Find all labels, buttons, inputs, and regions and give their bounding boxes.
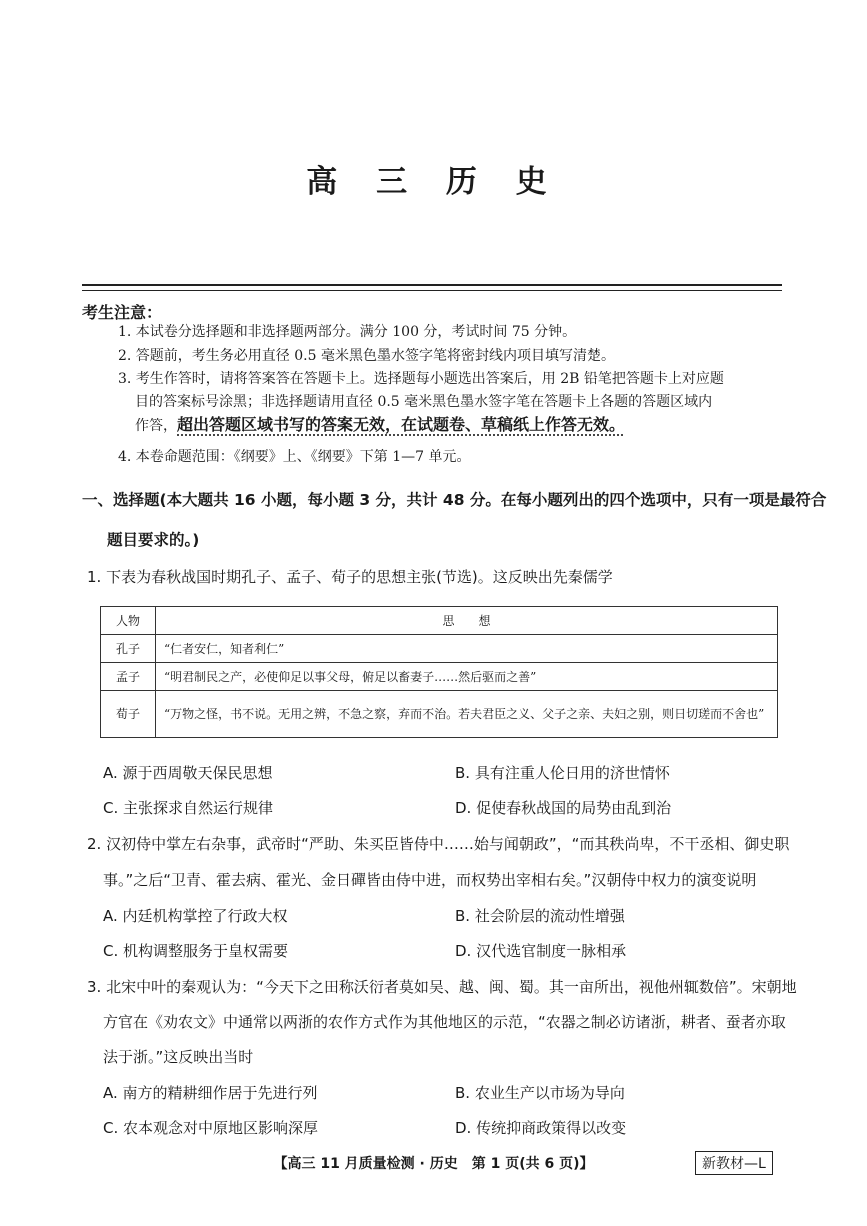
q1-option-b: B. 具有注重人伦日用的济世情怀 — [455, 764, 670, 782]
q1-table — [100, 606, 778, 738]
notice-item-1: 1. 本试卷分选择题和非选择题两部分。满分 100 分，考试时间 75 分钟。 — [118, 324, 577, 340]
page-footer: 【高三 11 月质量检测 · 历史 第 1 页(共 6 页)】 — [273, 1156, 594, 1172]
q1-option-d: D. 促使春秋战国的局势由乱到治 — [455, 799, 672, 817]
q3-option-b: B. 农业生产以市场为导向 — [455, 1084, 625, 1102]
q3-stem-line1: 3. 北宋中叶的秦观认为：“今天下之田称沃衍者莫如吴、越、闽、蜀。其一亩所出，视他州辄数倍”。宋朝地 — [87, 978, 797, 996]
table-cell-name: 孟子 — [101, 663, 156, 691]
q3-option-c: C. 农本观念对中原地区影响深厚 — [103, 1119, 319, 1137]
q1-option-a: A. 源于西周敬天保民思想 — [103, 764, 273, 782]
notice-item-3-end — [135, 412, 625, 435]
q2-option-d: D. 汉代选官制度一脉相承 — [455, 942, 627, 960]
q3-option-d: D. 传统抑商政策得以改变 — [455, 1119, 627, 1137]
q1-option-c: C. 主张探求自然运行规律 — [103, 799, 274, 817]
q2-stem-line1: 2. 汉初侍中掌左右杂事，武帝时“严助、朱买臣皆侍中……始与闻朝政”，“而其秩尚卑，不干丞相、御史职 — [87, 835, 790, 853]
edition-badge: 新教材—L — [695, 1151, 773, 1175]
table-cell-text: “万物之怪，书不说。无用之辨，不急之察，弃而不治。若夫君臣之义、父子之亲、夫妇之别，则日切瑳而不舍也” — [156, 691, 778, 738]
notice-item-4: 4. 本卷命题范围：《纲要》上、《纲要》下第 1—7 单元。 — [118, 449, 471, 465]
q1-stem: 1. 下表为春秋战国时期孔子、孟子、荀子的思想主张(节选)。这反映出先秦儒学 — [87, 568, 613, 586]
table-row — [101, 663, 778, 691]
q3-option-a: A. 南方的精耕细作居于先进行列 — [103, 1084, 318, 1102]
table-cell-text: “仁者安仁，知者利仁” — [156, 635, 778, 663]
notice-heading: 考生注意： — [82, 303, 163, 322]
q3-stem-line3: 法于浙。”这反映出当时 — [103, 1048, 254, 1066]
q2-stem-line2: 事。”之后“卫青、霍去病、霍光、金日磾皆由侍中进，而权势出宰相右矣。”汉朝侍中权力的演变说明 — [103, 871, 757, 889]
table-header-thought: 思 想 — [156, 607, 778, 635]
table-header-person: 人物 — [101, 607, 156, 635]
table-cell-name: 孔子 — [101, 635, 156, 663]
q3-stem-line2: 方官在《劝农文》中通常以两浙的农作方式作为其他地区的示范，“农器之制必访诸浙，耕者、蚕者亦取 — [103, 1013, 786, 1031]
header-divider-thick — [82, 284, 782, 286]
header-divider-thin — [82, 290, 782, 291]
q2-option-b: B. 社会阶层的流动性增强 — [455, 907, 625, 925]
notice-item-3: 3. 考生作答时，请将答案答在答题卡上。选择题每小题选出答案后，用 2B 铅笔把答题卡上对应题 — [118, 371, 724, 387]
q2-option-a: A. 内廷机构掌控了行政大权 — [103, 907, 288, 925]
table-cell-name: 荀子 — [101, 691, 156, 738]
table-row — [101, 691, 778, 738]
section-header-cont: 题目要求的。) — [107, 531, 200, 549]
page-title: 高 三 历 史 — [306, 164, 561, 200]
notice-item-2: 2. 答题前，考生务必用直径 0.5 毫米黑色墨水签字笔将密封线内项目填写清楚。 — [118, 348, 615, 364]
q2-option-c: C. 机构调整服务于皇权需要 — [103, 942, 289, 960]
notice-item-3-prefix: 作答， — [135, 418, 177, 434]
section-header: 一、选择题(本大题共 16 小题，每小题 3 分，共计 48 分。在每小题列出的四个选项中，只有一项是最符合 — [82, 491, 827, 509]
table-row — [101, 635, 778, 663]
notice-item-3-cont: 目的答案标号涂黑；非选择题请用直径 0.5 毫米黑色墨水签字笔在答题卡上各题的答题区域内 — [135, 394, 713, 410]
table-cell-text: “明君制民之产，必使仰足以事父母，俯足以畜妻子……然后驱而之善” — [156, 663, 778, 691]
table-header-row — [101, 607, 778, 635]
notice-emphasis: 超出答题区域书写的答案无效，在试题卷、草稿纸上作答无效。 — [177, 415, 626, 434]
